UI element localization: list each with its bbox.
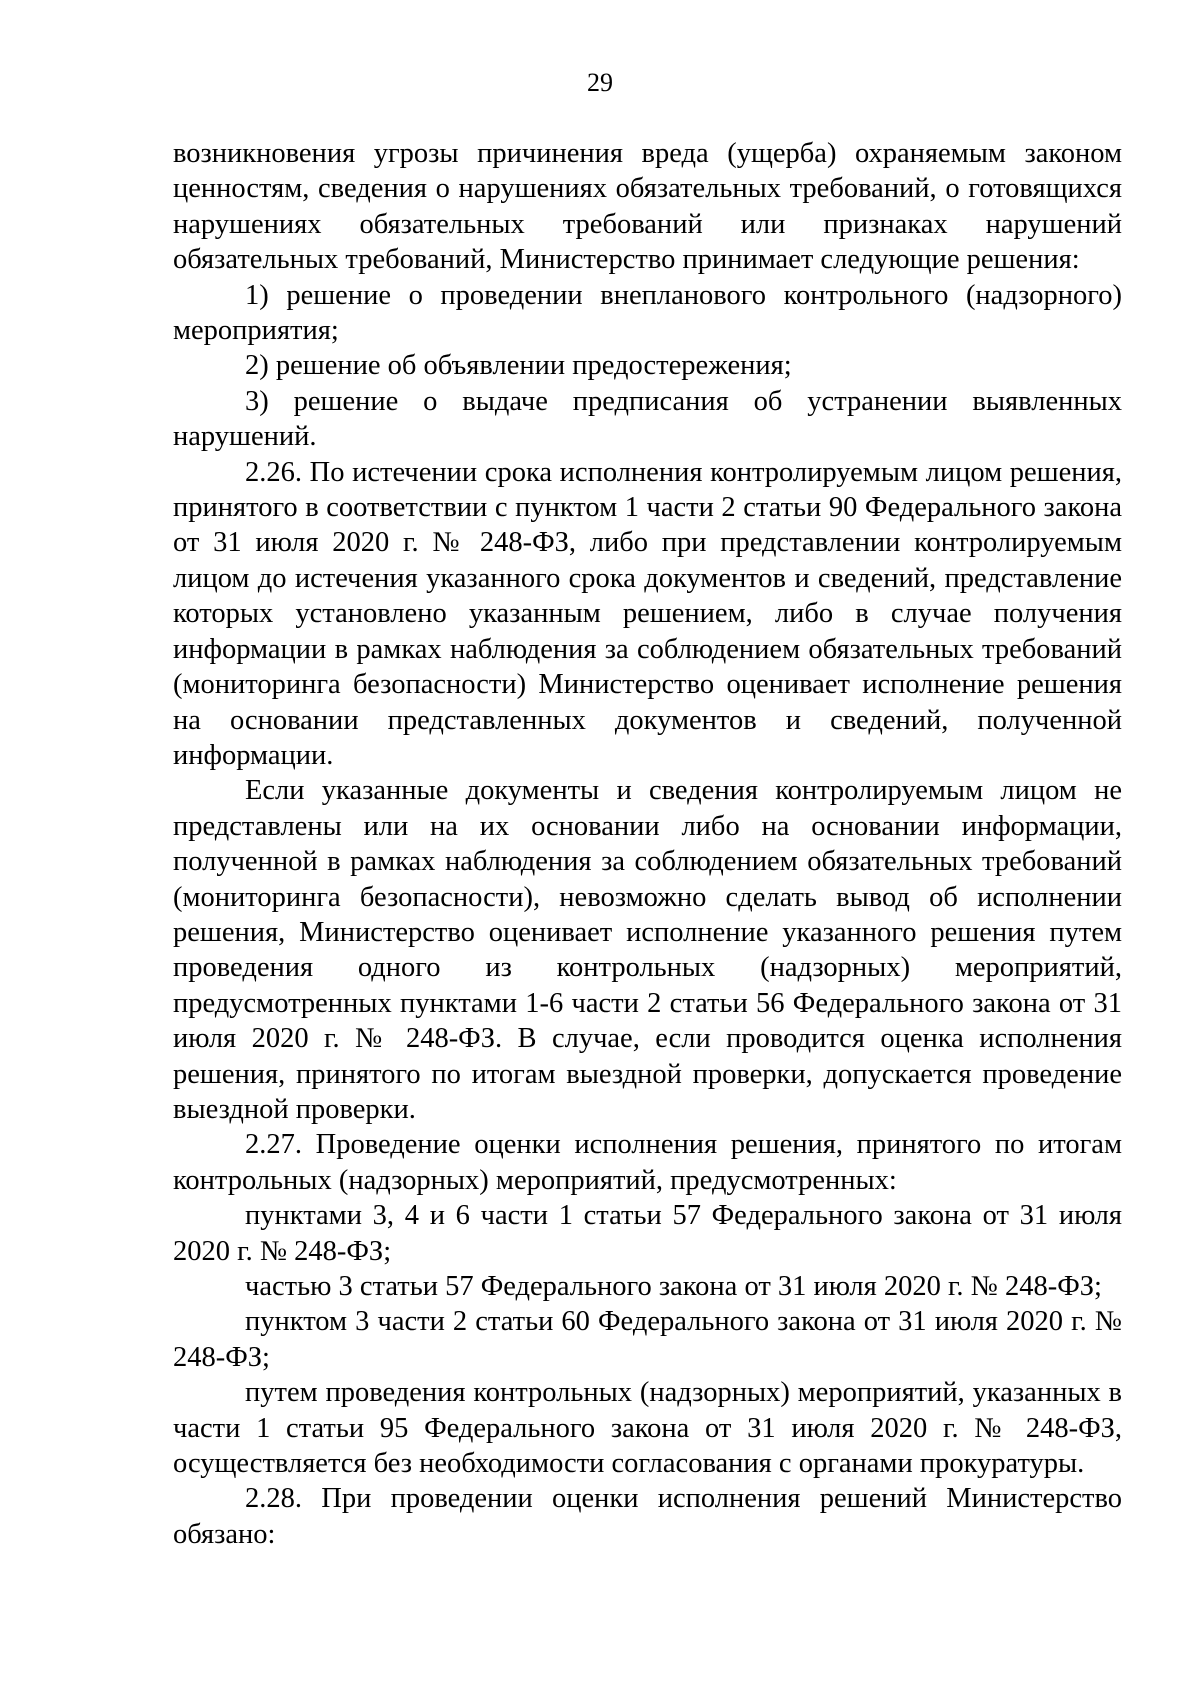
page-number: 29 (587, 68, 613, 97)
paragraph-2-27-item-4: путем проведения контрольных (надзорных) мероприятий, указанных в части 1 статьи 95 Федерального закона от 31 июля 2020 г. № 248-ФЗ, осуществляется без необходимости согласования с органами прокуратуры. (173, 1377, 1122, 1480)
document-body (173, 136, 1122, 1552)
list-item-3: 3) решение о выдаче предписания об устранении выявленных нарушений. (173, 385, 1122, 453)
paragraph-2-27: 2.27. Проведение оценки исполнения решения, принятого по итогам контрольных (надзорных) мероприятий, предусмотренных: (173, 1129, 1122, 1196)
list-item-1: 1) решение о проведении внепланового контрольного (надзорного) мероприятия; (173, 279, 1122, 347)
paragraph-2-28: 2.28. При проведении оценки исполнения решений Министерство обязано: (173, 1483, 1122, 1550)
list-item-2: 2) решение об объявлении предостережения; (245, 350, 792, 382)
paragraph-2-27-item-3: пунктом 3 части 2 статьи 60 Федерального закона от 31 июля 2020 г. № 248-ФЗ; (173, 1306, 1122, 1373)
paragraph-2-26: 2.26. По истечении срока исполнения контролируемым лицом решения, принятого в соответствии с пунктом 1 части 2 статьи 90 Федерального закона от 31 июля 2020 г. № 248-ФЗ, либо при представлении контролируемым лицом до истечения указанного срока документов и сведений, представление которых установлено указанным решением, либо в случае получения информации в рамках наблюдения за соблюдением обязательных требований (мониторинга безопасности) Министерство оценивает исполнение решения на основании представленных документов и сведений, полученной информации. (173, 456, 1122, 771)
paragraph-2-27-item-1: пунктами 3, 4 и 6 части 1 статьи 57 Федерального закона от 31 июля 2020 г. № 248-ФЗ; (173, 1200, 1122, 1267)
paragraph-2-26-cont: Если указанные документы и сведения контролируемым лицом не представлены или на их основании либо на основании информации, полученной в рамках наблюдения за соблюдением обязательных требований (мониторинга безопасности), невозможно сделать вывод об исполнении решения, Министерство оценивает исполнение указанного решения путем проведения одного из контрольных (надзорных) мероприятий, предусмотренных пунктами 1-6 части 2 статьи 56 Федерального закона от 31 июля 2020 г. № 248-ФЗ. В случае, если проводится оценка исполнения решения, принятого по итогам выездной проверки, допускается проведение выездной проверки. (173, 775, 1122, 1125)
paragraph-continuation: возникновения угрозы причинения вреда (ущерба) охраняемым законом ценностям, сведения о нарушениях обязательных требований, о готовящихся нарушениях обязательных требований или признаках нарушений обязательных требований, Министерство принимает следующие решения: (173, 138, 1122, 276)
paragraph-2-27-item-2: частью 3 статьи 57 Федерального закона от 31 июля 2020 г. № 248-ФЗ; (245, 1271, 1102, 1302)
